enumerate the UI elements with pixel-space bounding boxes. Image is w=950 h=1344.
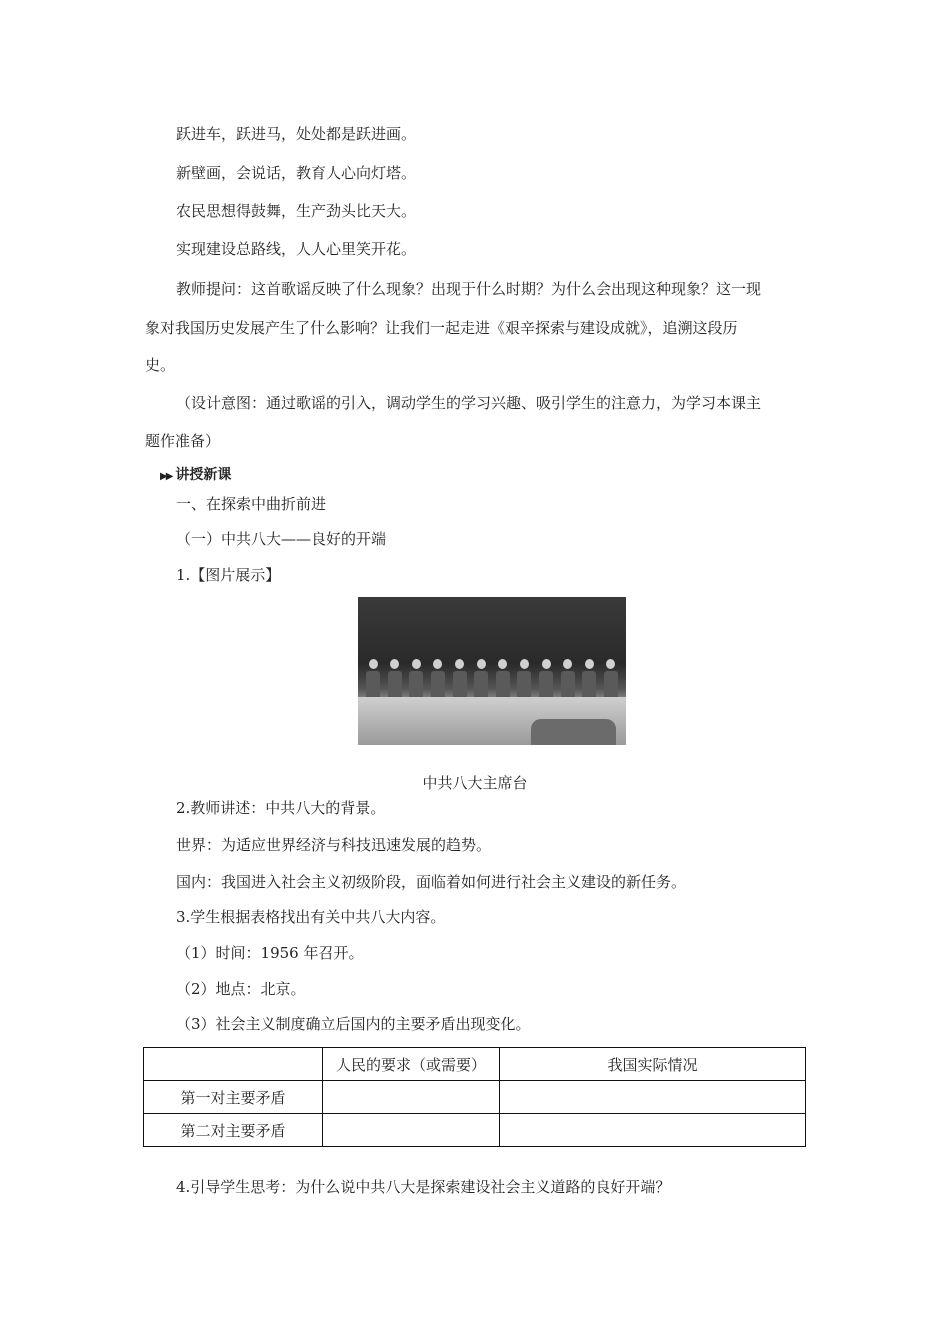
item-1: 1.【图片展示】 [176,566,281,584]
poem-line-1: 跃进车，跃进马，处处都是跃进画。 [176,125,417,143]
photo-caption: 中共八大主席台 [422,774,528,792]
contradiction-table [143,1047,806,1147]
table-cell: 第二对主要矛盾 [144,1114,323,1147]
item-2: 2.教师讲述：中共八大的背景。 [176,799,386,817]
section-heading [160,465,231,487]
sub-item-contradiction: （3）社会主义制度确立后国内的主要矛盾出现变化。 [176,1015,531,1033]
congress-rostrum-photo [358,597,626,745]
part-one-title: 一、在探索中曲折前进 [176,495,327,513]
poem-line-3: 农民思想得鼓舞，生产劲头比天大。 [176,202,417,220]
table-cell [323,1114,500,1147]
table-row [144,1081,806,1114]
table-header-cell: 我国实际情况 [500,1048,806,1081]
sub-item-place: （2）地点：北京。 [176,980,306,998]
table-row [144,1114,806,1147]
design-intent-line-1: （设计意图：通过歌谣的引入，调动学生的学习兴趣、吸引学生的注意力，为学习本课主 [176,394,762,412]
question-line-1: 教师提问：这首歌谣反映了什么现象？出现于什么时期？为什么会出现这种现象？这一现 [176,280,762,298]
design-intent-line-2: 题作准备） [145,432,221,450]
domestic-background: 国内：我国进入社会主义初级阶段，面临着如何进行社会主义建设的新任务。 [176,873,687,891]
item-3: 3.学生根据表格找出有关中共八大内容。 [176,908,446,926]
table-cell [500,1081,806,1114]
table-cell [500,1114,806,1147]
table-cell: 第一对主要矛盾 [144,1081,323,1114]
item-4: 4.引导学生思考：为什么说中共八大是探索建设社会主义道路的良好开端？ [176,1178,671,1196]
sub-item-time: （1）时间：1956 年召开。 [176,944,364,962]
world-background: 世界：为适应世界经济与科技迅速发展的趋势。 [176,836,492,854]
question-line-3: 史。 [145,356,176,374]
poem-line-4: 实现建设总路线，人人心里笑开花。 [176,240,417,258]
question-line-2: 象对我国历史发展产生了什么影响？让我们一起走进《艰辛探索与建设成就》，追溯这段历 [145,319,738,337]
double-arrow-icon: ▶▶ [160,471,172,482]
table-header-cell: 人民的要求（或需要） [323,1048,500,1081]
table-header-row [144,1048,806,1081]
photo-figures [366,659,618,699]
poem-line-2: 新壁画，会说话，教育人心向灯塔。 [176,164,417,182]
section-heading-text: 讲授新课 [175,467,232,483]
table-cell [323,1081,500,1114]
sub-one-title: （一）中共八大——良好的开端 [176,530,387,548]
table-header-cell [144,1048,323,1081]
